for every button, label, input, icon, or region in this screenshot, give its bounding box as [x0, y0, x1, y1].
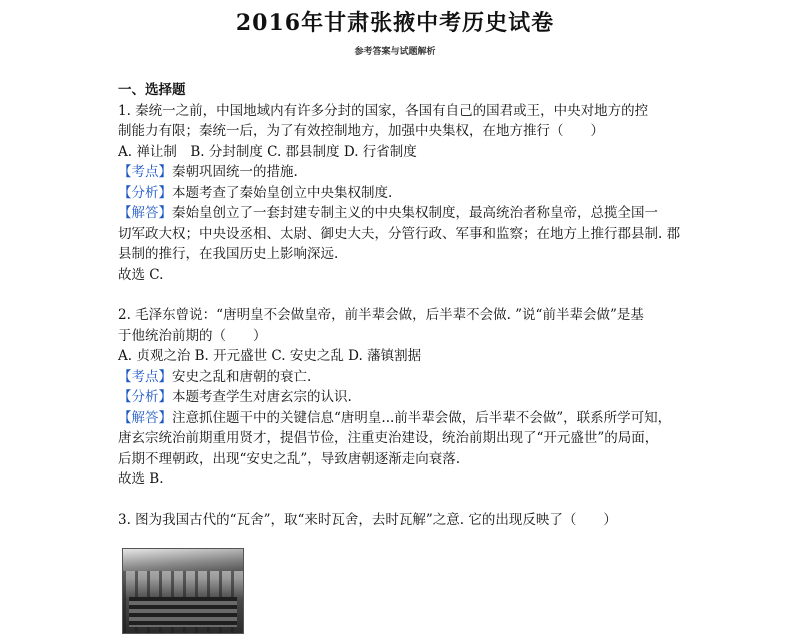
kaodian-line — [118, 367, 678, 388]
washe-photo — [122, 548, 244, 634]
jieda-line — [118, 408, 678, 429]
spacer — [118, 490, 678, 510]
fenxi-tag: 【分析】 — [118, 184, 172, 201]
document-title: 2016年甘肃张掖中考历史试卷 — [235, 10, 555, 36]
jieda-line: 县制的推行，在我国历史上影响深远. — [118, 246, 339, 262]
question-stem-line: 3. 图为我国古代的“瓦舍”，取“来时瓦舍，去时瓦解”之意. 它的出现反映了（ ） — [118, 511, 617, 528]
question-options: A. 贞观之治 B. 开元盛世 C. 安史之乱 D. 藩镇割据 — [118, 348, 422, 364]
question-1 — [118, 101, 681, 286]
section-heading: 一、选择题 — [118, 82, 186, 98]
jieda-line: 唐玄宗统治前期重用贤才，提倡节俭，注重吏治建设，统治前期出现了“开元盛世”的局面， — [118, 430, 659, 446]
answer-line: 故选 C. — [118, 266, 164, 283]
document-subtitle: 参考答案与试题解析 — [354, 47, 436, 57]
fenxi-tag: 【分析】 — [118, 389, 172, 405]
question-options: A. 禅让制 B. 分封制度 C. 郡县制度 D. 行省制度 — [118, 143, 417, 160]
jieda-tag: 【解答】 — [118, 205, 172, 221]
jieda-line — [118, 203, 678, 224]
fenxi-line — [118, 183, 678, 204]
photo-roof — [123, 549, 243, 571]
photo-seating — [129, 597, 237, 627]
fenxi-line — [118, 387, 678, 408]
kaodian-line — [118, 162, 678, 183]
fenxi-text: 本题考查了秦始皇创立中央集权制度. — [172, 184, 393, 201]
exam-content — [118, 80, 681, 530]
answer-line: 故选 B. — [118, 471, 164, 487]
jieda-text: 注意抓住题干中的关键信息“唐明皇...前半辈会做，后半辈不会做”，联系所学可知， — [172, 409, 672, 426]
question-stem-line: 于他统治前期的（ ） — [118, 327, 267, 344]
question-stem-line: 制能力有限；秦统一后，为了有效控制地方，加强中央集权，在地方推行（ ） — [118, 123, 604, 139]
question-3 — [118, 510, 678, 531]
question-stem-line: 2. 毛泽东曾说：“唐明皇不会做皇帝，前半辈会做，后半辈不会做. ”说“前半辈会做”是基 — [118, 307, 644, 323]
jieda-text: 秦始皇创立了一套封建专制主义的中央集权制度，最高统治者称皇帝，总揽全国一 — [172, 205, 658, 221]
kaodian-text: 安史之乱和唐朝的衰亡. — [172, 368, 312, 385]
kaodian-tag: 【考点】 — [118, 368, 172, 385]
jieda-line: 切军政大权；中央设丞相、太尉、御史大夫，分管行政、军事和监察；在地方上推行郡县制. 郡 — [118, 225, 681, 242]
question-2 — [118, 305, 678, 490]
jieda-tag: 【解答】 — [118, 409, 172, 426]
kaodian-tag: 【考点】 — [118, 164, 172, 180]
question-stem-line: 1. 秦统一之前，中国地域内有许多分封的国家，各国有自己的国君或王，中央对地方的控 — [118, 102, 649, 119]
fenxi-text: 本题考查学生对唐玄宗的认识. — [172, 389, 352, 405]
jieda-line: 后期不理朝政，出现“安史之乱”，导致唐朝逐渐走向衰落. — [118, 450, 461, 467]
spacer — [118, 285, 678, 305]
kaodian-text: 秦朝巩固统一的措施. — [172, 164, 298, 180]
